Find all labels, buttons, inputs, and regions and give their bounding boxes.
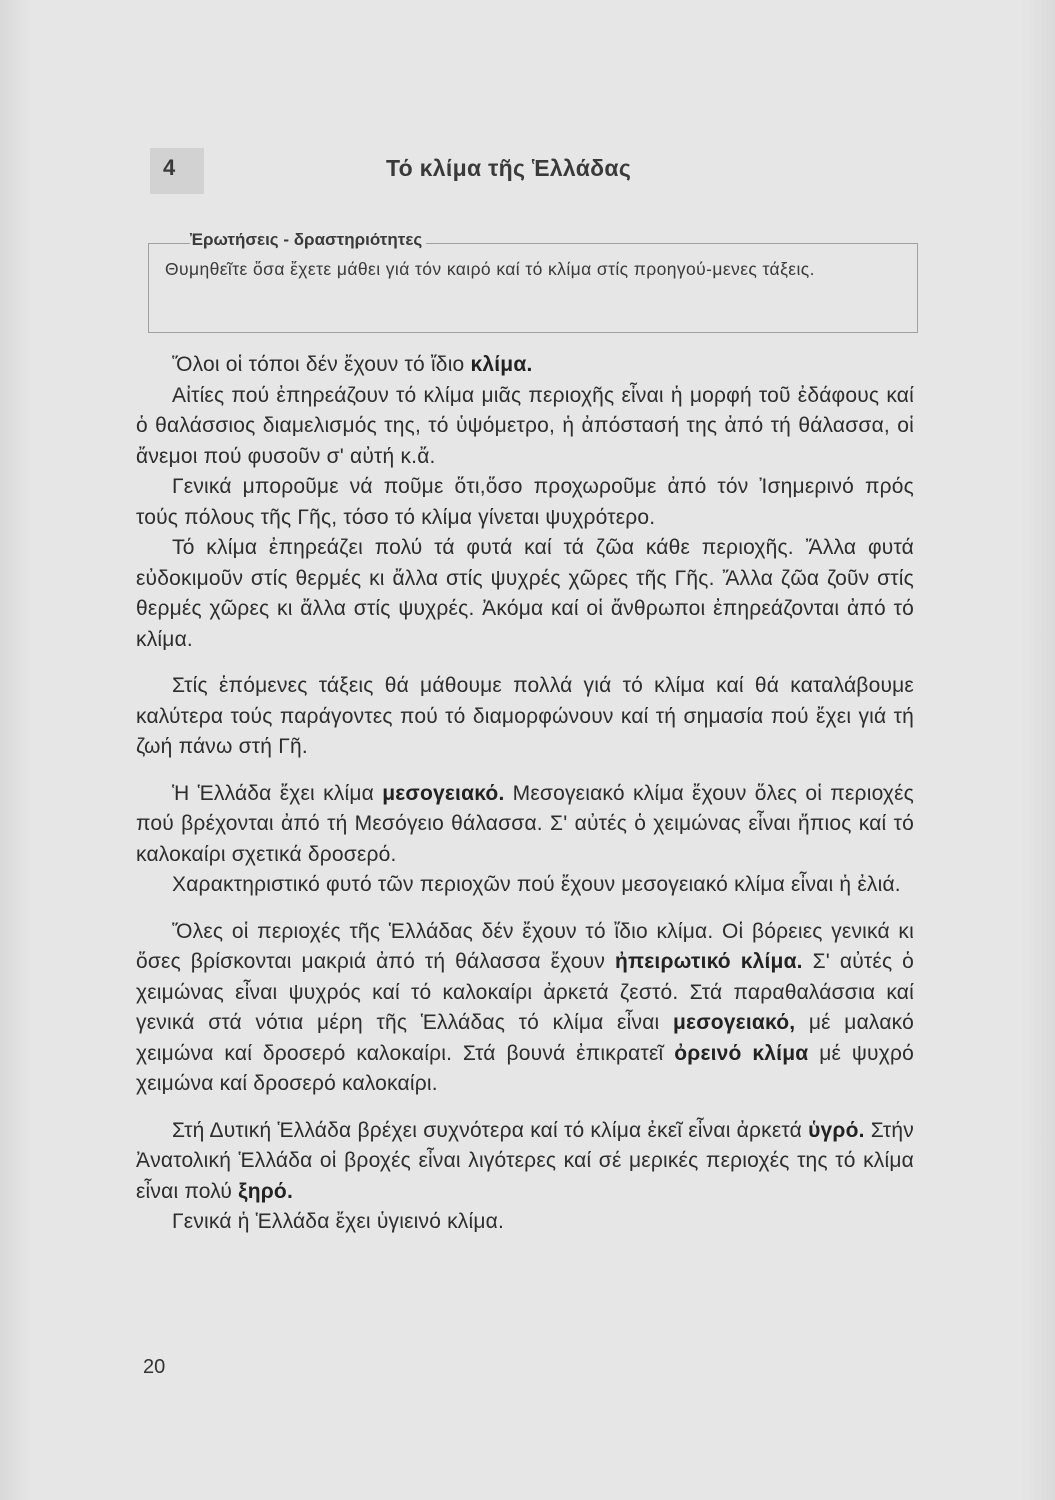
term-mesogeiako-2: μεσογειακό, bbox=[672, 1011, 796, 1034]
main-text bbox=[136, 350, 914, 1238]
term-ipeirotiko: ἠπειρωτικό κλίμα. bbox=[614, 950, 803, 973]
page-number: 20 bbox=[143, 1356, 166, 1378]
chapter-number: 4 bbox=[163, 155, 176, 180]
paragraph-7: Χαρακτηριστικό φυτό τῶν περιοχῶν πού ἔχουν μεσογειακό κλίμα εἶναι ἡ ἐλιά. bbox=[172, 873, 901, 896]
term-ygro: ὑγρό. bbox=[808, 1118, 865, 1142]
term-xiro: ξηρό. bbox=[238, 1179, 293, 1203]
chapter-title: Τό κλίμα τῆς Ἑλλάδας bbox=[386, 155, 632, 181]
paragraph-2: Αἰτίες πού ἐπηρεάζουν τό κλίμα μιᾶς περιοχῆς εἶναι ἡ μορφή τοῦ ἐδάφους καί ὁ θαλάσσιος διαμελισμός της, τό ὑψόμετρο, ἡ ἀπόστασή της ἀπό τή θάλασσα, οἱ ἄνεμοι πού φυσοῦν σ' αὐτή κ.ἄ. bbox=[136, 383, 914, 468]
term-oreino: ὀρεινό κλίμα bbox=[674, 1041, 809, 1065]
questions-label: Ἐρωτήσεις - δραστηριότητες bbox=[190, 230, 426, 250]
term-mesogeiako: μεσογειακό. bbox=[382, 781, 505, 805]
paragraph-3: Γενικά μποροῦμε νά ποῦμε ὅτι,ὅσο προχωροῦμε ἀπό τόν Ἰσημερινό πρός τούς πόλους τῆς Γῆς, τόσο τό κλίμα γίνεται ψυχρότερο. bbox=[136, 475, 914, 529]
paragraph-10: Γενικά ἡ Ἑλλάδα ἔχει ὑγιεινό κλίμα. bbox=[172, 1210, 505, 1233]
term-klima: κλίμα. bbox=[470, 353, 533, 376]
paragraph-1: Ὅλοι οἱ τόποι δέν ἔχουν τό ἴδιο κλίμα. bbox=[172, 353, 533, 376]
paragraph-9: Στή Δυτική Ἑλλάδα βρέχει συχνότερα καί τό κλίμα ἐκεῖ εἶναι ἀρκετά ὑγρό. Στήν Ἀνατολική Ἑλλάδα οἱ βροχές εἶναι λιγότερες καί σέ μερικές περιοχές της τό κλίμα εἶναι πολύ ξηρό. bbox=[136, 1118, 914, 1203]
chapter-number-box bbox=[150, 148, 204, 194]
paragraph-8: Ὅλες οἱ περιοχές τῆς Ἑλλάδας δέν ἔχουν τό ἴδιο κλίμα. Οἱ βόρειες γενικά κι ὅσες βρίσκονται μακριά ἀπό τή θάλασσα ἔχουν ἠπειρωτικό κλίμα. Σ' αὐτές ὁ χειμώνας εἶναι ψυχρός καί τό καλοκαίρι ἀρκετά ζεστό. Στά παραθαλάσσια καί γενικά στά νότια μέρη τῆς Ἑλλάδας τό κλίμα εἶναι μεσογειακό, μέ μαλακό χειμώνα καί δροσερό καλοκαίρι. Στά βουνά ἐπικρατεῖ ὀρεινό κλίμα μέ ψυχρό χειμώνα καί δροσερό καλοκαίρι. bbox=[136, 919, 915, 1095]
paragraph-5: Στίς ἑπόμενες τάξεις θά μάθουμε πολλά γιά τό κλίμα καί θά καταλάβουμε καλύτερα τούς παράγοντες πού τό διαμορφώνουν καί τή σημασία πού ἔχει γιά τή ζωή πάνω στή Γῆ. bbox=[136, 674, 914, 758]
questions-text: Θυμηθεῖτε ὅσα ἔχετε μάθει γιά τόν καιρό καί τό κλίμα στίς προηγού-μενες τάξεις. bbox=[165, 259, 815, 279]
paragraph-4: Τό κλίμα ἐπηρεάζει πολύ τά φυτά καί τά ζῶα κάθε περιοχῆς. Ἄλλα φυτά εὐδοκιμοῦν στίς θερμές κι ἄλλα στίς ψυχρές χῶρες τῆς Γῆς. Ἄλλα ζῶα ζοῦν στίς θερμές χῶρες κι ἄλλα στίς ψυχρές. Ἀκόμα καί οἱ ἄνθρωποι ἐπηρεάζονται ἀπό τό κλίμα. bbox=[136, 536, 914, 651]
paragraph-6: Ἡ Ἑλλάδα ἔχει κλίμα μεσογειακό. Μεσογειακό κλίμα ἔχουν ὅλες οἱ περιοχές πού βρέχονται ἀπό τή Μεσόγειο θάλασσα. Σ' αὐτές ὁ χειμώνας εἶναι ἤπιος καί τό καλοκαίρι σχετικά δροσερό. bbox=[136, 781, 914, 866]
